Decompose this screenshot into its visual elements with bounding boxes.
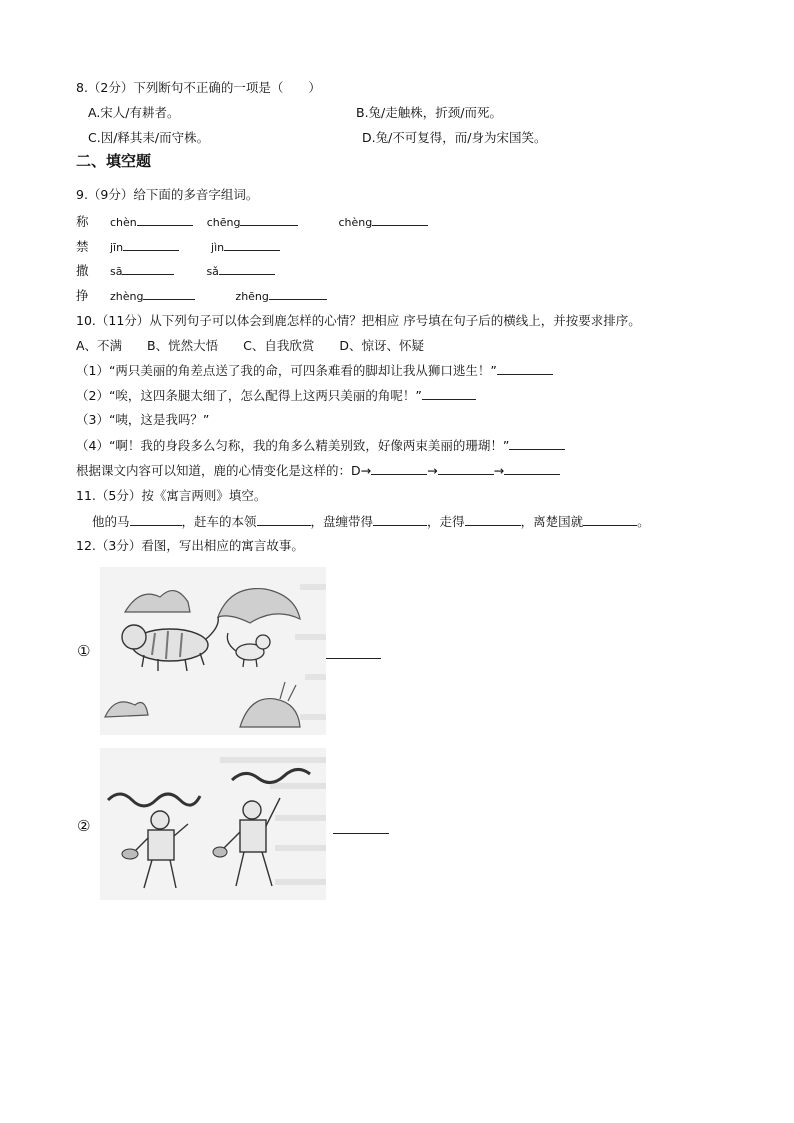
answer-blank[interactable] [224, 238, 280, 251]
q9-pinyin: chèng [338, 216, 373, 229]
q9-row-jin [76, 238, 280, 256]
tiger-fox-illustration [100, 567, 326, 735]
q11-text: 他的马 [92, 514, 130, 529]
q10-sentence-2 [76, 387, 476, 404]
answer-blank[interactable] [465, 513, 521, 526]
q9-row-chen [76, 213, 428, 231]
answer-blank[interactable] [122, 262, 174, 275]
q9-pinyin: zhēng [235, 290, 269, 303]
q8-option-d[interactable]: D.兔/不可复得，而/身为宋国笑。 [362, 130, 547, 145]
sentence-text: （1）“两只美丽的角差点送了我的命，可四条难看的脚却让我从狮口逃生！” [76, 363, 497, 378]
answer-blank[interactable] [371, 462, 427, 475]
answer-blank[interactable] [438, 462, 494, 475]
q9-pinyin: sǎ [206, 265, 219, 278]
q12-answer-blank-2[interactable] [333, 821, 389, 834]
q9-pinyin: sā [109, 265, 123, 278]
q12-answer-blank-1[interactable] [326, 646, 381, 659]
q12-number-1: ① [77, 642, 91, 660]
answer-blank[interactable] [497, 362, 553, 375]
q10-options: A、不满 B、恍然大悟 C、自我欣赏 D、惊讶、怀疑 [76, 338, 424, 353]
answer-blank[interactable] [422, 387, 476, 400]
q11-text: ，盘缠带得 [310, 514, 374, 529]
q11-fill-line [92, 513, 650, 530]
arrow-icon: → [360, 463, 372, 478]
answer-blank[interactable] [372, 213, 428, 226]
q12-picture-tiger-fox [100, 567, 326, 735]
q9-pinyin: jīn [109, 241, 124, 254]
q10-sentence-1 [76, 362, 553, 379]
answer-blank[interactable] [240, 213, 298, 226]
q9-pinyin: jìn [211, 241, 225, 254]
q9-row-zheng [76, 287, 327, 305]
sentence-text: （3）“咦，这是我吗？” [76, 412, 210, 427]
q11-text: ，离楚国就 [520, 514, 584, 529]
q10-order-line [76, 462, 560, 479]
answer-blank[interactable] [583, 513, 637, 526]
q9-char: 称 [76, 214, 89, 229]
answer-blank[interactable] [257, 513, 311, 526]
q9-char: 挣 [76, 288, 89, 303]
q12-stem: 12.（3分）看图，写出相应的寓言故事。 [76, 538, 304, 553]
order-prefix: 根据课文内容可以知道，鹿的心情变化是这样的：D [76, 463, 361, 478]
answer-blank[interactable] [373, 513, 427, 526]
q12-picture-snake-drawing [100, 748, 326, 900]
q11-text: 。 [637, 514, 650, 529]
q9-pinyin: chēng [206, 216, 241, 229]
arrow-icon: → [427, 463, 438, 478]
q9-pinyin: zhèng [109, 290, 144, 303]
q11-stem: 11.（5分）按《寓言两则》填空。 [76, 488, 267, 503]
sentence-text: （4）“啊！我的身段多么匀称，我的角多么精美别致，好像两束美丽的珊瑚！” [76, 438, 510, 453]
q10-sentence-3 [76, 412, 209, 428]
answer-blank[interactable] [130, 513, 182, 526]
q9-char: 撒 [76, 263, 89, 278]
answer-blank[interactable] [269, 287, 327, 300]
answer-blank[interactable] [504, 462, 560, 475]
answer-blank[interactable] [137, 213, 193, 226]
q8-option-c[interactable]: C.因/释其耒/而守株。 [88, 130, 210, 145]
snake-drawing-illustration [100, 748, 326, 900]
q9-pinyin: chèn [109, 216, 137, 229]
q8-option-b[interactable]: B.兔/走触株，折颈/而死。 [356, 105, 502, 120]
q11-text: ，走得 [427, 514, 465, 529]
answer-blank[interactable] [219, 262, 275, 275]
q11-text: ，赶车的本领 [181, 514, 257, 529]
answer-blank[interactable] [123, 238, 179, 251]
answer-blank[interactable] [143, 287, 195, 300]
q12-number-2: ② [77, 817, 91, 835]
q8-option-a[interactable]: A.宋人/有耕者。 [88, 105, 180, 120]
section-title-fill-in: 二、填空题 [76, 152, 152, 170]
q10-stem: 10.（11分）从下列句子可以体会到鹿怎样的心情？把相应 序号填在句子后的横线上，并按要求排序。 [76, 313, 641, 328]
q10-sentence-4 [76, 437, 565, 454]
q9-stem: 9.（9分）给下面的多音字组词。 [76, 187, 259, 202]
q8-stem: 8.（2分）下列断句不正确的一项是（ ） [76, 80, 321, 95]
answer-blank[interactable] [509, 437, 565, 450]
arrow-icon: → [493, 463, 505, 478]
q9-row-sa [76, 262, 275, 280]
q9-char: 禁 [76, 239, 89, 254]
sentence-text: （2）“唉，这四条腿太细了，怎么配得上这两只美丽的角呢！” [76, 388, 422, 403]
